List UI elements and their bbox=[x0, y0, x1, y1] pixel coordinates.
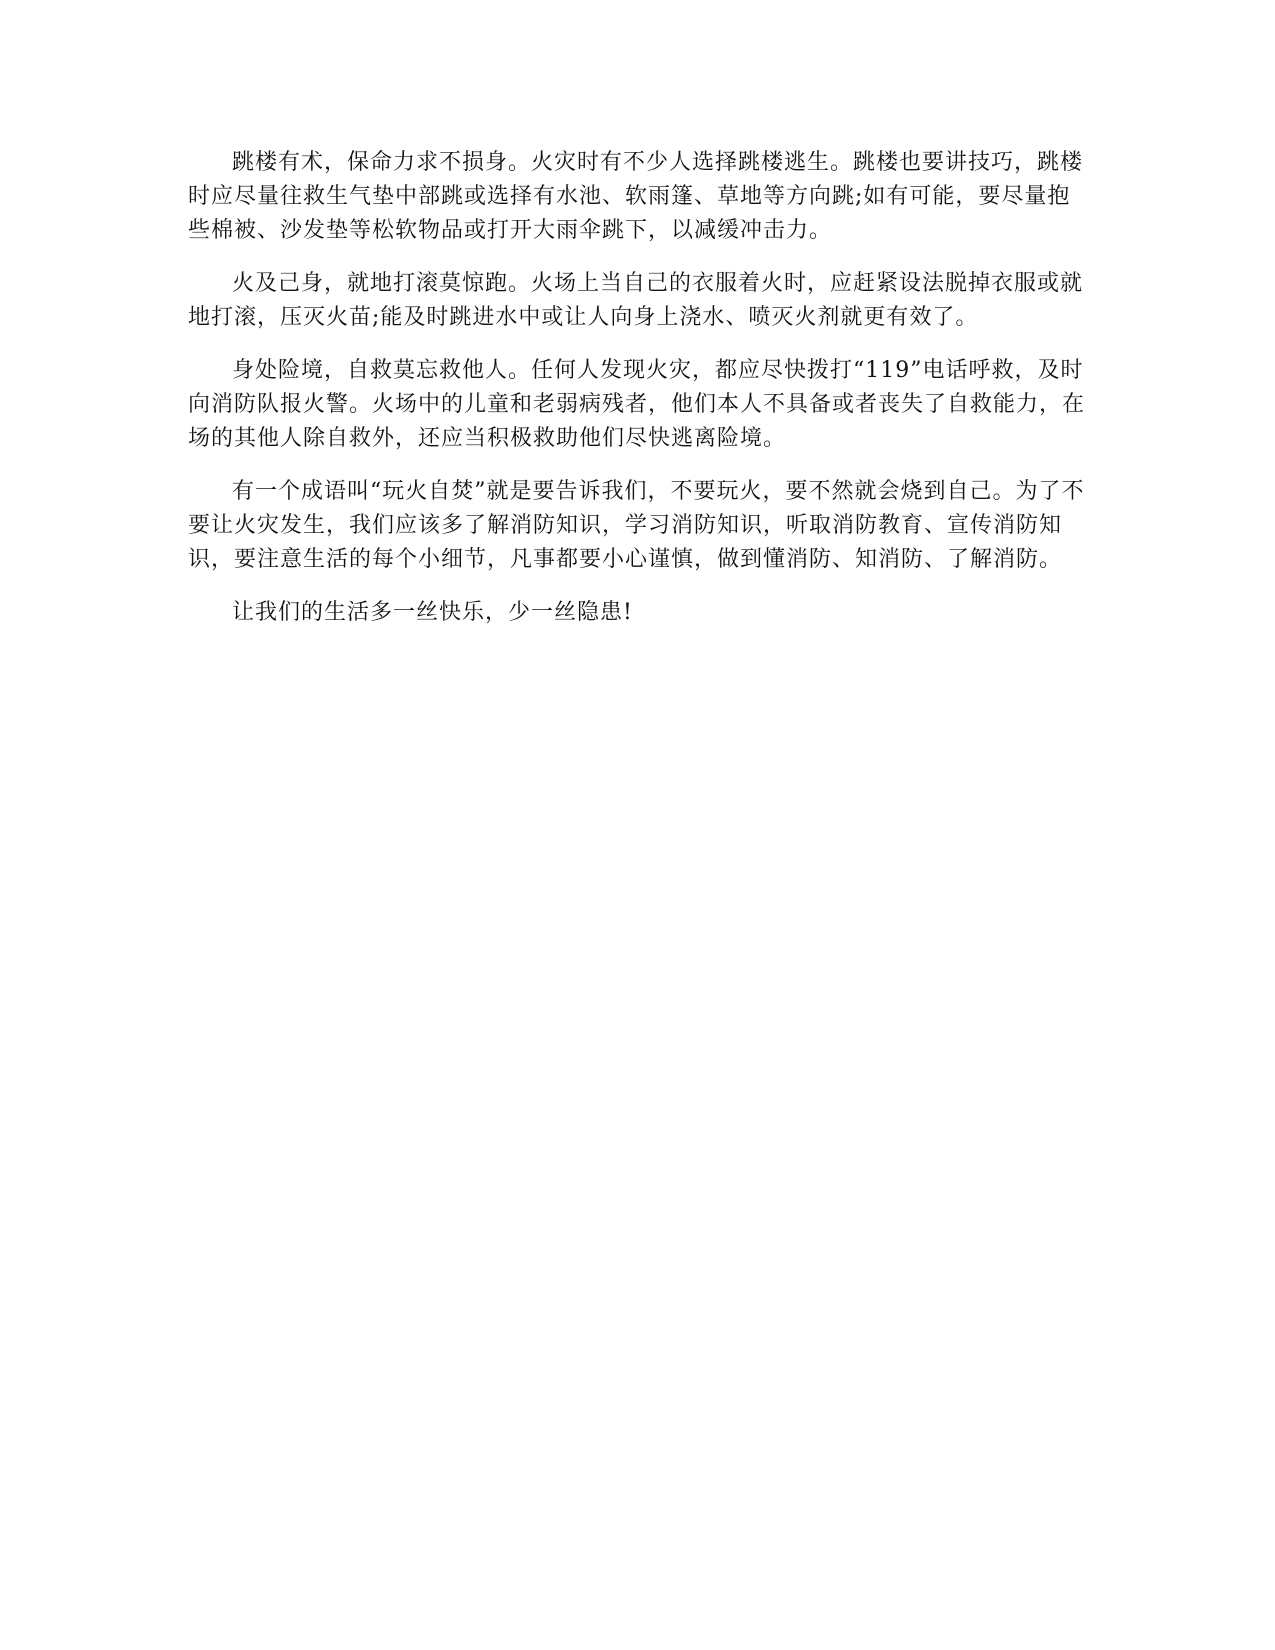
paragraph-jump-escape: 跳楼有术，保命力求不损身。火灾时有不少人选择跳楼逃生。跳楼也要讲技巧，跳楼时应尽量往救生气垫中部跳或选择有水池、软雨篷、草地等方向跳;如有可能，要尽量抱些棉被、沙发垫等松软物品或打开大雨伞跳下，以减缓冲击力。 bbox=[188, 150, 1084, 243]
paragraph-help-others: 身处险境，自救莫忘救他人。任何人发现火灾，都应尽快拨打“119”电话呼救，及时向消防队报火警。火场中的儿童和老弱病残者，他们本人不具备或者丧失了自救能力，在场的其他人除自救外，还应当积极救助他们尽快逃离险境。 bbox=[188, 358, 1086, 451]
paragraph-closing: 让我们的生活多一丝快乐，少一丝隐患! bbox=[232, 600, 633, 625]
paragraph-clothes-fire: 火及己身，就地打滚莫惊跑。火场上当自己的衣服着火时，应赶紧设法脱掉衣服或就地打滚，压灭火苗;能及时跳进水中或让人向身上浇水、喷灭火剂就更有效了。 bbox=[188, 271, 1084, 330]
paragraph-fire-knowledge: 有一个成语叫“玩火自焚”就是要告诉我们，不要玩火，要不然就会烧到自己。为了不要让火灾发生，我们应该多了解消防知识，学习消防知识，听取消防教育、宣传消防知识，要注意生活的每个小细节，凡事都要小心谨慎，做到懂消防、知消防、了解消防。 bbox=[188, 479, 1085, 572]
document-body bbox=[188, 146, 1088, 649]
